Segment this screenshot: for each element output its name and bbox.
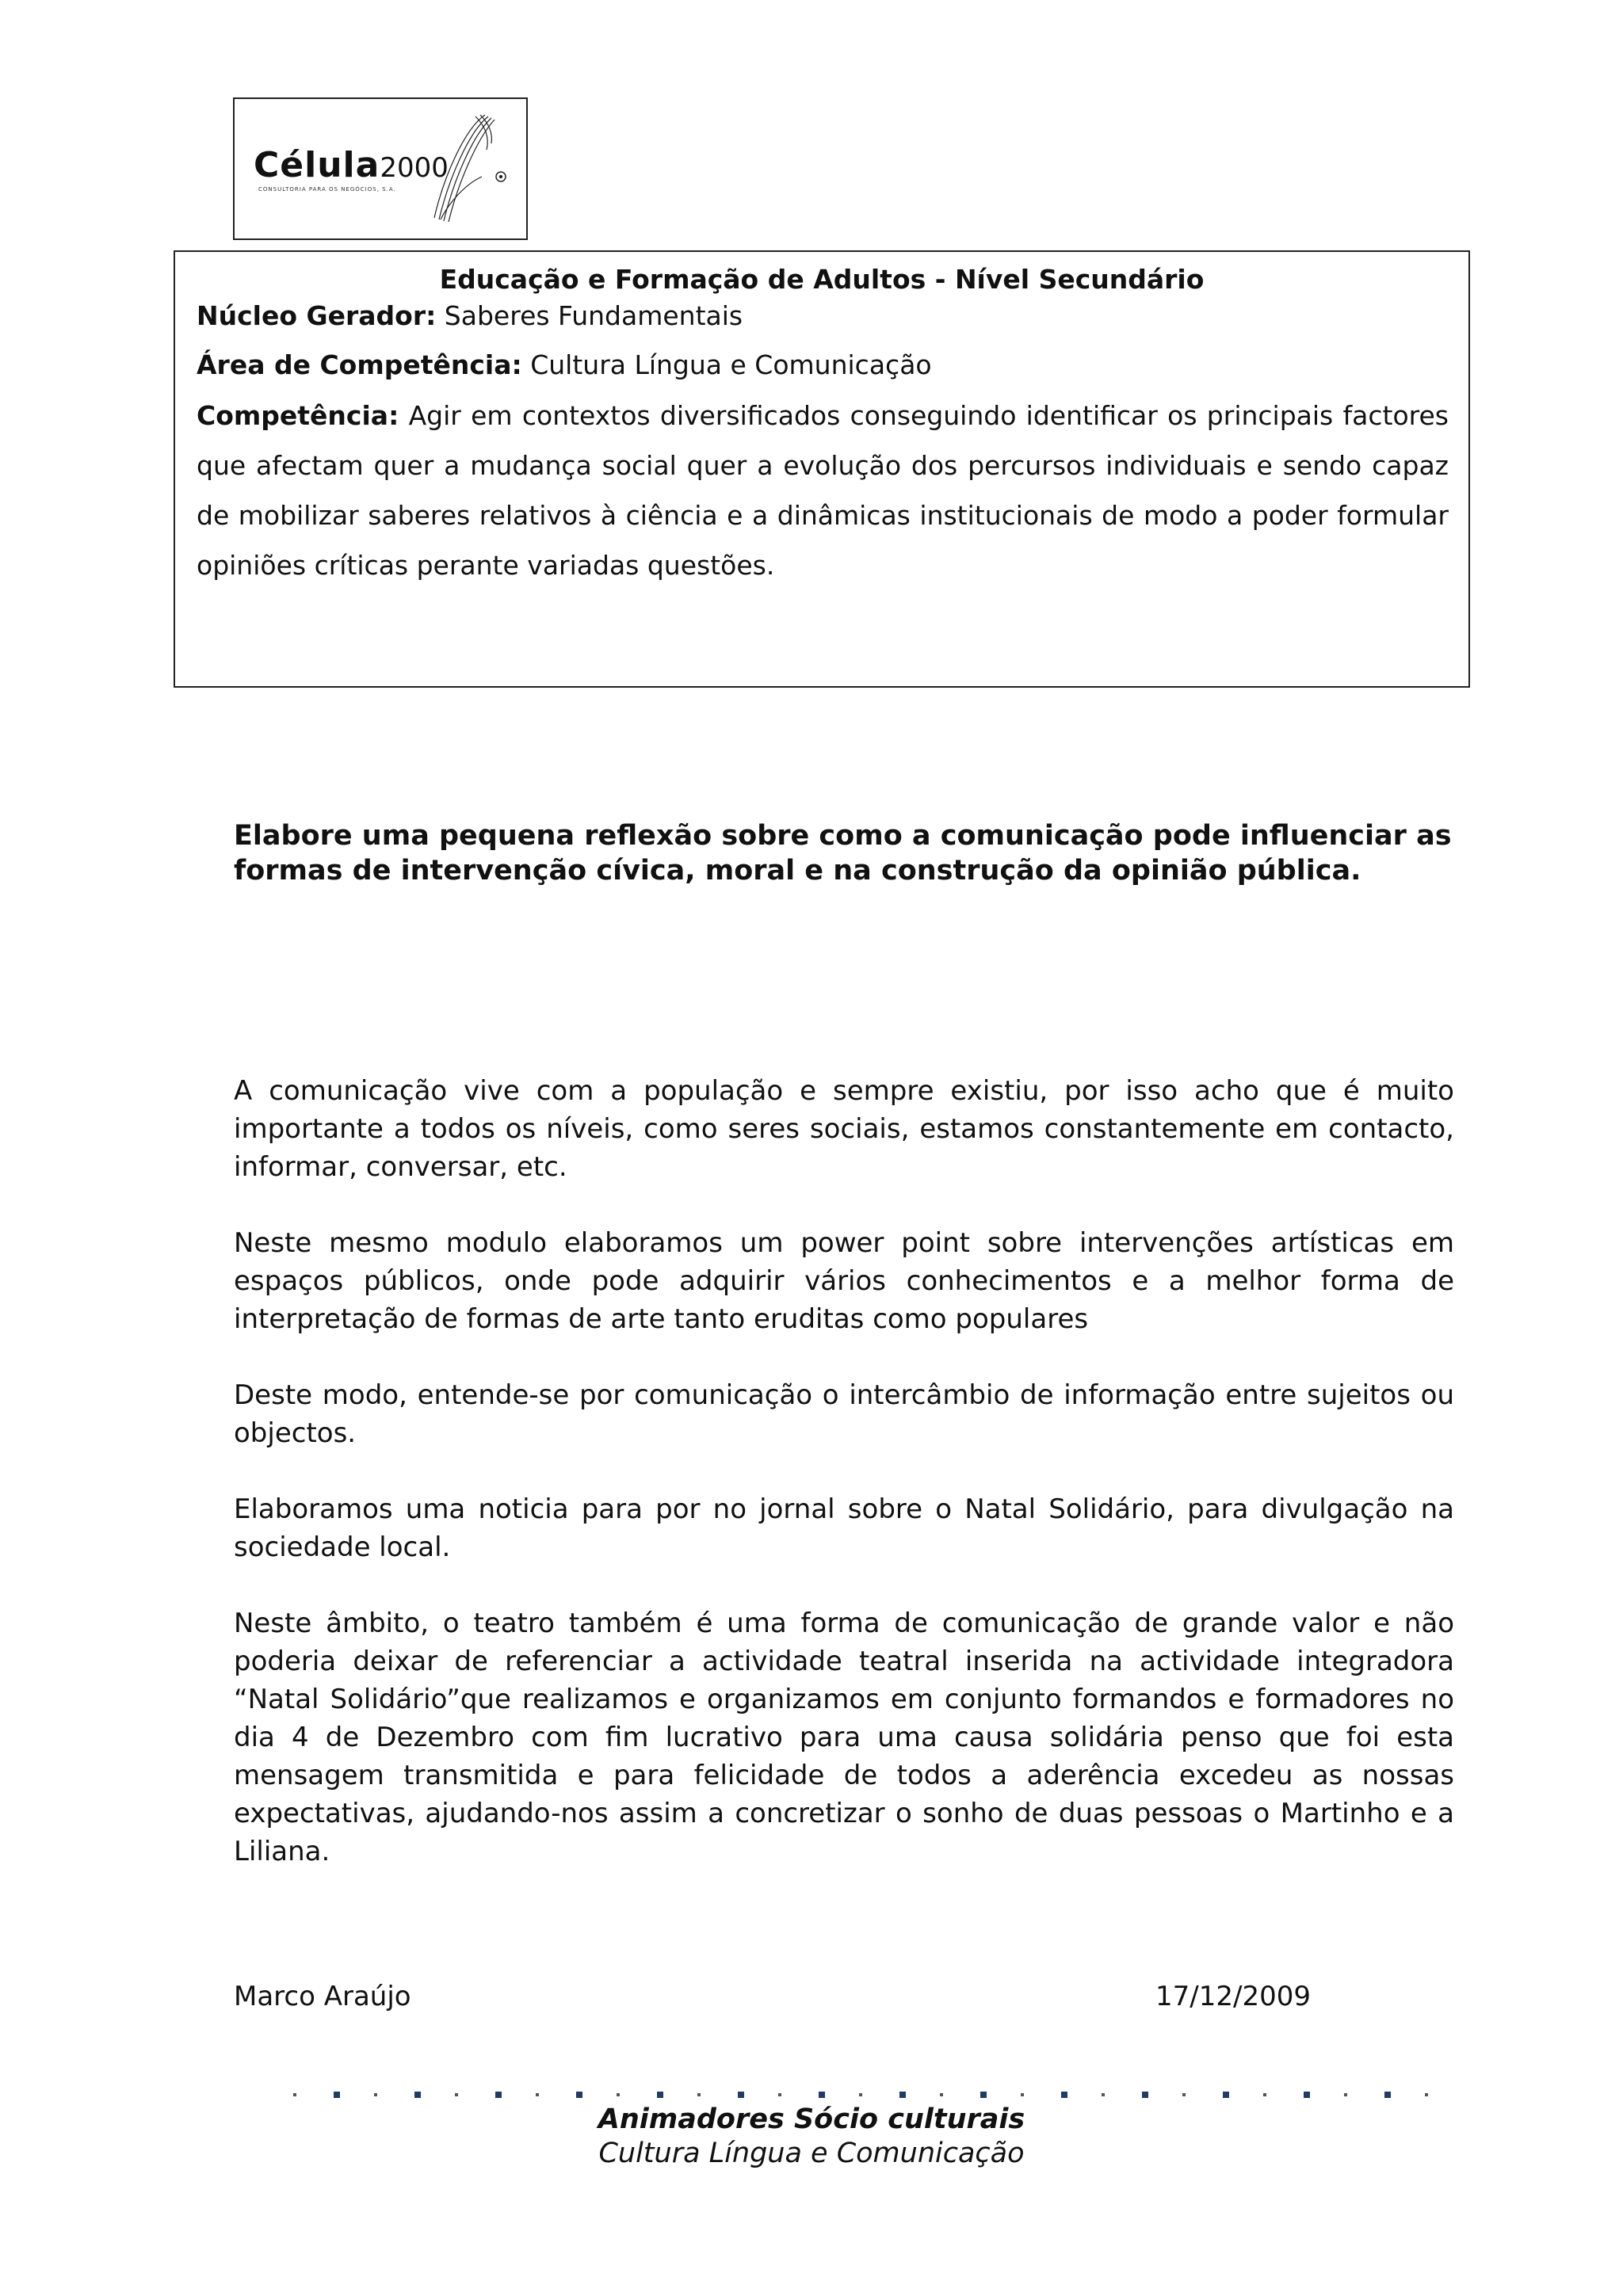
divider-dot bbox=[940, 2093, 943, 2096]
logo-number: 2000 bbox=[380, 152, 449, 184]
divider-dot bbox=[899, 2092, 906, 2098]
header-box bbox=[174, 250, 1470, 688]
divider-dot bbox=[536, 2093, 539, 2096]
body-paragraph: Neste âmbito, o teatro também é uma forma de comunicação de grande valor e não poderia deixar de referenciar a actividade teatral inserida na actividade integradora “Natal Solidário”que realizamos e organizamos em conjunto formandos e formadores no dia 4 de Dezembro com fim lucrativo para uma causa solidária penso que foi esta mensagem transmitida e para felicidade de todos a aderência excedeu as nossas expectativas, ajudando-nos assim a concretizar o sonho de duas pessoas o Martinho e a Liliana. bbox=[234, 1608, 1454, 1867]
divider-dot bbox=[697, 2093, 701, 2096]
body-paragraph: Deste modo, entende-se por comunicação o intercâmbio de informação entre sujeitos ou objectos. bbox=[234, 1379, 1454, 1449]
divider-dot bbox=[1021, 2093, 1024, 2096]
divider-dot bbox=[293, 2093, 296, 2096]
divider-dot bbox=[1182, 2093, 1186, 2096]
footer-subtitle: Cultura Língua e Comunicação bbox=[598, 2138, 1025, 2169]
logo-subtitle: CONSULTORIA PARA OS NEGÓCIOS, S.A. bbox=[258, 186, 396, 193]
divider-dot bbox=[1223, 2092, 1229, 2098]
header-title: Educação e Formação de Adultos - Nível Secundário bbox=[439, 264, 1205, 295]
divider-dot bbox=[819, 2092, 825, 2098]
divider-dot bbox=[617, 2093, 620, 2096]
body-paragraph: Elaboramos uma noticia para por no jornal sobre o Natal Solidário, para divulgação na sociedade local. bbox=[234, 1493, 1454, 1563]
nucleo-label: Núcleo Gerador: bbox=[197, 300, 437, 331]
divider-dot bbox=[1263, 2093, 1266, 2096]
area-value: Cultura Língua e Comunicação bbox=[521, 349, 932, 380]
logo-swoosh-icon bbox=[393, 109, 512, 227]
area-label: Área de Competência: bbox=[197, 349, 522, 380]
divider-dot bbox=[455, 2093, 458, 2096]
divider-dot bbox=[1425, 2093, 1428, 2096]
divider-dot bbox=[1304, 2092, 1310, 2098]
divider-dot bbox=[334, 2092, 340, 2098]
divider-dot bbox=[1344, 2093, 1347, 2096]
divider-dot bbox=[495, 2092, 502, 2098]
competencia-paragraph bbox=[197, 391, 1449, 590]
decorative-dotted-divider bbox=[293, 2089, 1450, 2100]
divider-dot bbox=[657, 2092, 663, 2098]
divider-dot bbox=[1102, 2093, 1105, 2096]
competencia-value: Agir em contextos diversificados conseguindo identificar os principais factores que afectam quer a mudança social quer a evolução dos percursos individuais e sendo capaz de mobilizar saberes relativos à ciência e a dinâmicas institucionais de modo a poder formular opiniões críticas perante variadas questões. bbox=[197, 400, 1449, 581]
logo-wordmark: Célula2000 bbox=[254, 145, 449, 185]
area-competencia-line bbox=[197, 349, 932, 380]
document-date: 17/12/2009 bbox=[1155, 1981, 1311, 2012]
competencia-label: Competência: bbox=[197, 400, 399, 431]
divider-dot bbox=[1142, 2092, 1148, 2098]
divider-dot bbox=[1061, 2092, 1067, 2098]
company-logo bbox=[233, 97, 528, 240]
divider-dot bbox=[374, 2093, 377, 2096]
divider-dot bbox=[980, 2092, 987, 2098]
nucleo-gerador-line bbox=[197, 300, 743, 331]
divider-dot bbox=[1384, 2092, 1391, 2098]
divider-dot bbox=[576, 2092, 582, 2098]
body-paragraph: A comunicação vive com a população e sempre existiu, por isso acho que é muito importante a todos os níveis, como seres sociais, estamos constantemente em contacto, informar, conversar, etc. bbox=[234, 1075, 1454, 1183]
divider-dot bbox=[414, 2092, 421, 2098]
divider-dot bbox=[738, 2092, 744, 2098]
body-paragraph: Neste mesmo modulo elaboramos um power point sobre intervenções artísticas em espaços públicos, onde pode adquirir vários conhecimentos e a melhor forma de interpretação de formas de arte tanto eruditas como populares bbox=[234, 1227, 1454, 1335]
divider-dot bbox=[778, 2093, 781, 2096]
author-name: Marco Araújo bbox=[234, 1981, 411, 2012]
footer-title: Animadores Sócio culturais bbox=[598, 2103, 1025, 2135]
divider-dot bbox=[859, 2093, 862, 2096]
nucleo-value: Saberes Fundamentais bbox=[436, 300, 743, 331]
assignment-prompt: Elabore uma pequena reflexão sobre como a comunicação pode influenciar as formas de intervenção cívica, moral e na construção da opinião pública. bbox=[234, 820, 1452, 887]
